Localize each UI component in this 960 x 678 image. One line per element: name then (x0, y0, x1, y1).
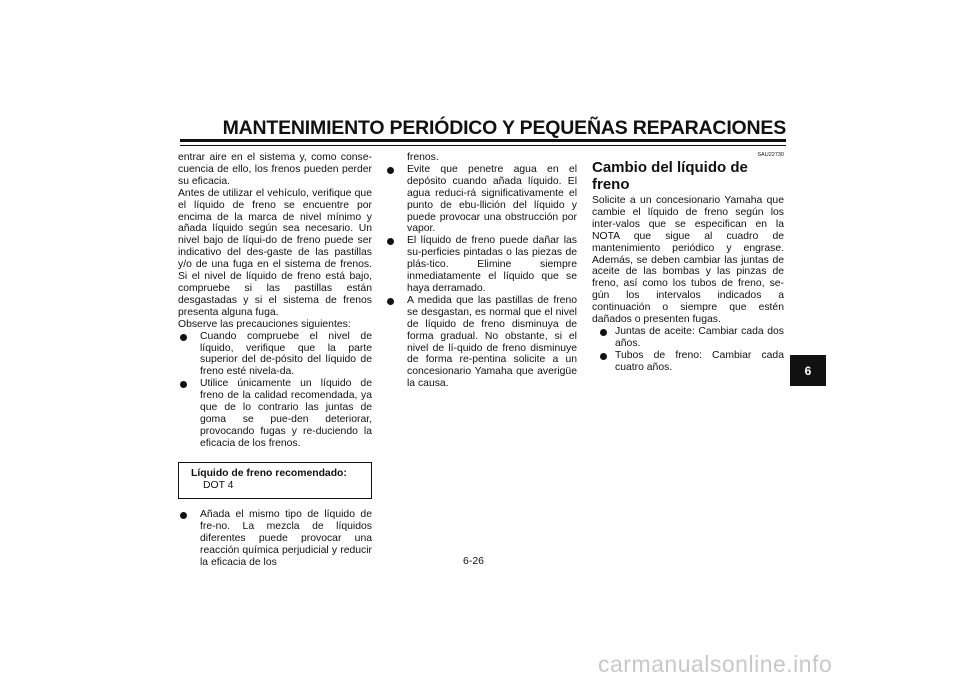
bullet-dot-icon (180, 381, 187, 388)
bullet-dot-icon (600, 353, 607, 360)
bullet-item (385, 235, 577, 295)
section-title: Cambio del líquido de freno (592, 159, 748, 193)
column-left (178, 152, 372, 569)
bullet-item (178, 509, 372, 569)
page-number: 6-26 (463, 555, 485, 567)
paragraph-continuation: frenos. (407, 152, 439, 163)
bullet-text: A medida que las pastillas de freno se desgastan, es normal que el nivel de líquido de freno disminuya de forma gradual. No obstante, si el nivel de lí-quido de freno disminuye de forma re-pentina solicite a un concesionario Yamaha que averigüe la causa. (407, 294, 577, 390)
bullet-text: Evite que penetre agua en el depósito cuando añada líquido. El agua reduci-rá significativamente el punto de ebu-llición del líquido y puede provocar una obstrucción por vapor. (407, 163, 577, 235)
bullet-text: Tubos de freno: Cambiar cada cuatro años. (615, 349, 784, 373)
bullet-item (178, 331, 372, 379)
paragraph: Solicite a un concesionario Yamaha que cambie el líquido de freno según los inter-valos que se especifican en la NOTA que sigue al cuadro de mantenimiento periódico y engrase. Además, se deben cambiar las juntas de aceite de las bombas y las pinzas de freno, así como los tubos de freno, se-gún los intervalos indicados a continuación o siempre que estén dañados o presenten fugas. (592, 195, 784, 326)
paragraph: Antes de utilizar el vehículo, verifique que el líquido de freno se encuentre por encima de la marca de nivel mínimo y añada líquido según sea necesario. Un nivel bajo de líqui-do de freno puede ser indicativo del des-gaste de las pastillas y/o de una fuga en el sistema de frenos. Si el nivel de líquido de freno está bajo, compruebe si las pastillas están desgastadas y si el sistema de frenos presenta alguna fuga. (178, 187, 372, 318)
bullet-dot-icon (600, 329, 607, 336)
bullet-item (178, 378, 372, 449)
paragraph: Observe las precauciones siguientes: (178, 318, 351, 330)
bullet-item (385, 164, 577, 235)
bullet-dot-icon (180, 334, 187, 341)
bullet-item (598, 350, 784, 374)
bullet-item (385, 295, 577, 390)
watermark: carmanualsonline.info (598, 651, 833, 677)
bullet-text: Juntas de aceite: Cambiar cada dos años. (615, 325, 784, 349)
page-title: MANTENIMIENTO PERIÓDICO Y PEQUEÑAS REPARACIONES (222, 117, 786, 139)
bullet-text: Añada el mismo tipo de líquido de fre-no. La mezcla de líquidos diferentes puede provocar una reacción química perjudicial y reducir la eficacia de los (200, 509, 372, 569)
column-middle (385, 152, 577, 390)
bullet-dot-icon (180, 512, 187, 519)
column-right (592, 152, 784, 374)
header-rule-thick (180, 139, 786, 142)
chapter-tab: 6 (790, 355, 826, 386)
recommended-fluid-box (178, 462, 372, 500)
recommended-fluid-value: DOT 4 (203, 479, 234, 491)
bullet-dot-icon (387, 238, 394, 245)
bullet-dot-icon (387, 167, 394, 174)
bullet-text: Utilice únicamente un líquido de freno de la calidad recomendada, ya que de lo contrario las juntas de goma se pue-den deteriorar, provocando fugas y re-duciendo la eficacia de los frenos. (200, 378, 372, 449)
header-rule-thin (180, 145, 786, 146)
paragraph: entrar aire en el sistema y, como conse-cuencia de ello, los frenos pueden perder su eficacia. (178, 152, 372, 187)
bullet-text: Cuando compruebe el nivel de líquido, verifique que la parte superior del de-pósito del líquido de freno esté nivela-da. (200, 330, 372, 378)
bullet-dot-icon (387, 298, 394, 305)
section-code: SAU22730 (757, 152, 784, 158)
bullet-item (598, 326, 784, 350)
bullet-text: El líquido de freno puede dañar las su-perficies pintadas o las piezas de plás-tico. Elimine siempre inmediatamente el líquido que se haya derramado. (407, 235, 577, 294)
recommended-fluid-title: Líquido de freno recomendado: (191, 467, 347, 479)
